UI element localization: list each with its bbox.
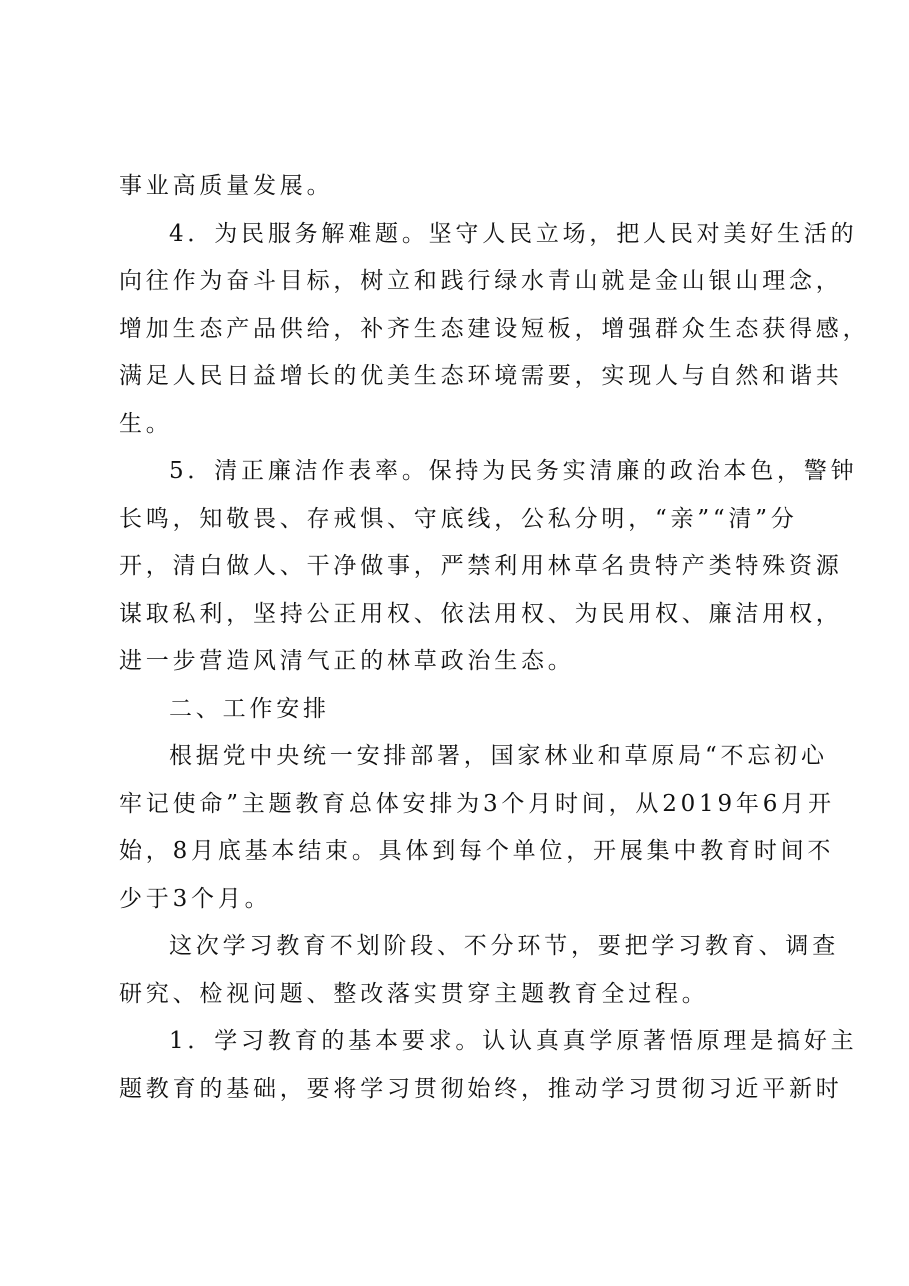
text-line: 4．为民服务解难题。坚守人民立场，把人民对美好生活的: [169, 220, 858, 247]
text-line: 牢记使命”主题教育总体安排为3个月时间，从2019年6月开: [119, 790, 835, 817]
text-line: 5．清正廉洁作表率。保持为民务实清廉的政治本色，警钟: [169, 458, 858, 484]
text-line: 研究、检视问题、整改落实贯穿主题教育全过程。: [119, 980, 709, 1007]
text-line: 始，8月底基本结束。具体到每个单位，开展集中教育时间不: [119, 838, 835, 864]
text-line: 谋取私利，坚持公正用权、依法用权、为民用权、廉洁用权，: [119, 600, 843, 627]
text-line: 根据党中央统一安排部署，国家林业和草原局“不忘初心: [169, 743, 828, 769]
text-line: 进一步营造风清气正的林草政治生态。: [119, 648, 575, 674]
text-line: 满足人民日益增长的优美生态环境需要，实现人与自然和谐共: [119, 363, 843, 389]
text-line: 向往作为奋斗目标，树立和践行绿水青山就是金山银山理念，: [119, 268, 843, 294]
text-line: 长鸣，知敬畏、存戒惧、守底线，公私分明，“亲”“清”分: [119, 505, 798, 532]
text-line: 这次学习教育不划阶段、不分环节，要把学习教育、调查: [169, 933, 839, 959]
text-line: 增加生态产品供给，补齐生态建设短板，增强群众生态获得感，: [119, 315, 870, 342]
text-line: 开，清白做人、干净做事，严禁利用林草名贵特产类特殊资源: [119, 553, 843, 579]
text-line: 题教育的基础，要将学习贯彻始终，推动学习贯彻习近平新时: [119, 1075, 843, 1102]
text-line: 生。: [119, 410, 173, 437]
text-line: 1．学习教育的基本要求。认认真真学原著悟原理是搞好主: [169, 1028, 858, 1054]
text-line: 事业高质量发展。: [119, 173, 334, 199]
text-line: 少于3个月。: [119, 885, 272, 912]
document-body: [119, 163, 870, 1113]
section-heading: 二、工作安排: [169, 695, 330, 722]
